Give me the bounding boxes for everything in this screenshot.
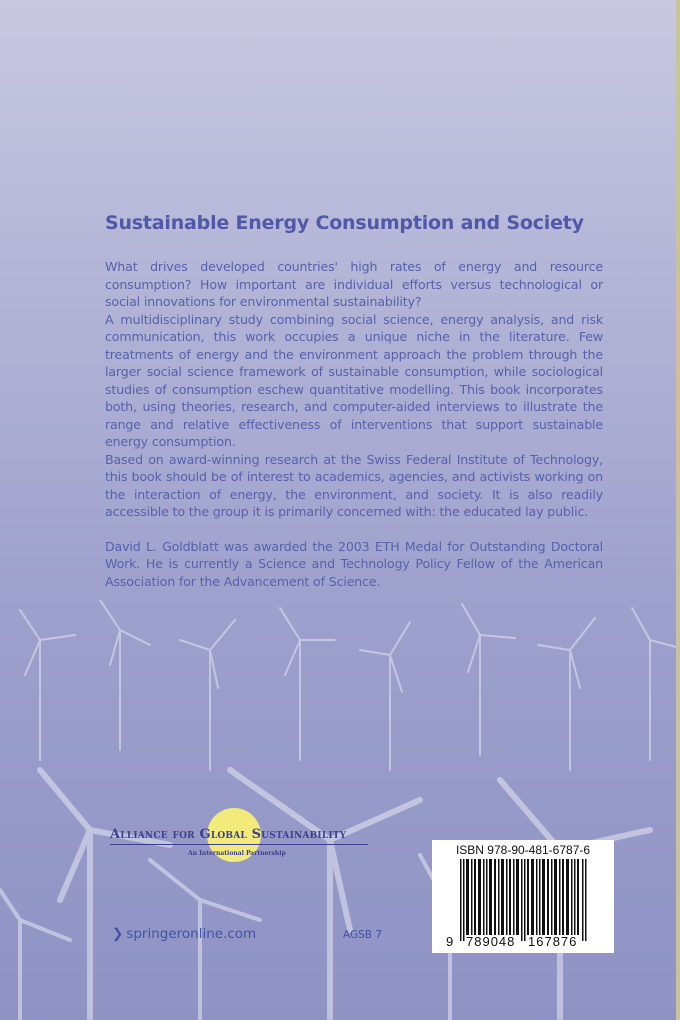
publisher-link[interactable] <box>112 926 256 942</box>
logo-divider <box>110 844 368 845</box>
barcode-left-digits: 789048 <box>466 934 516 949</box>
barcode-right-digits: 167876 <box>528 934 578 949</box>
book-title: Sustainable Energy Consumption and Society <box>105 212 584 234</box>
author-bio: David L. Goldblatt was awarded the 2003 ETH Medal for Outstanding Doctoral Work. He is currently a Science and Technology Policy Fellow of the American Association for the Advancement of Science. <box>105 538 603 589</box>
description-paragraph: Based on award-winning research at the Swiss Federal Institute of Technology, this book should be of interest to academics, agencies, and activists working on the interaction of energy, the environment, and society. It is also readily accessible to the group it is primarily concerned with: the educated lay public. <box>105 451 603 519</box>
isbn-label: ISBN 978-90-481-6787-6 <box>455 843 591 857</box>
isbn-barcode <box>432 840 614 953</box>
barcode-digits <box>432 934 614 950</box>
barcode-first-digit: 9 <box>446 934 454 949</box>
spine-edge <box>676 0 680 1020</box>
description-paragraph: What drives developed countries' high rates of energy and resource consumption? How important are individual efforts versus technological or social innovations for environmental sustainability? <box>105 259 603 309</box>
alliance-logo <box>110 808 375 868</box>
barcode-bars <box>458 859 588 941</box>
alliance-logo-tagline: An International Partnership <box>188 850 286 857</box>
publisher-url: springeronline.com <box>126 926 257 942</box>
chevron-right-icon: ❯ <box>112 926 124 942</box>
series-label: AGSB 7 <box>343 929 383 941</box>
description-paragraph: A multidisciplinary study combining social science, energy analysis, and risk communication, this work occupies a unique niche in the literature. Few treatments of energy and the environment approach the problem through the larger social science framework of sustainable consumption, while sociological studies of consumption eschew quantitative modelling. This book incorporates both, using theories, research, and computer-aided interviews to illustrate the range and relative effectiveness of interventions that support sustainable energy consumption. <box>105 311 603 449</box>
book-description <box>105 258 603 590</box>
alliance-logo-name: Alliance for Global Sustainability <box>110 827 347 842</box>
